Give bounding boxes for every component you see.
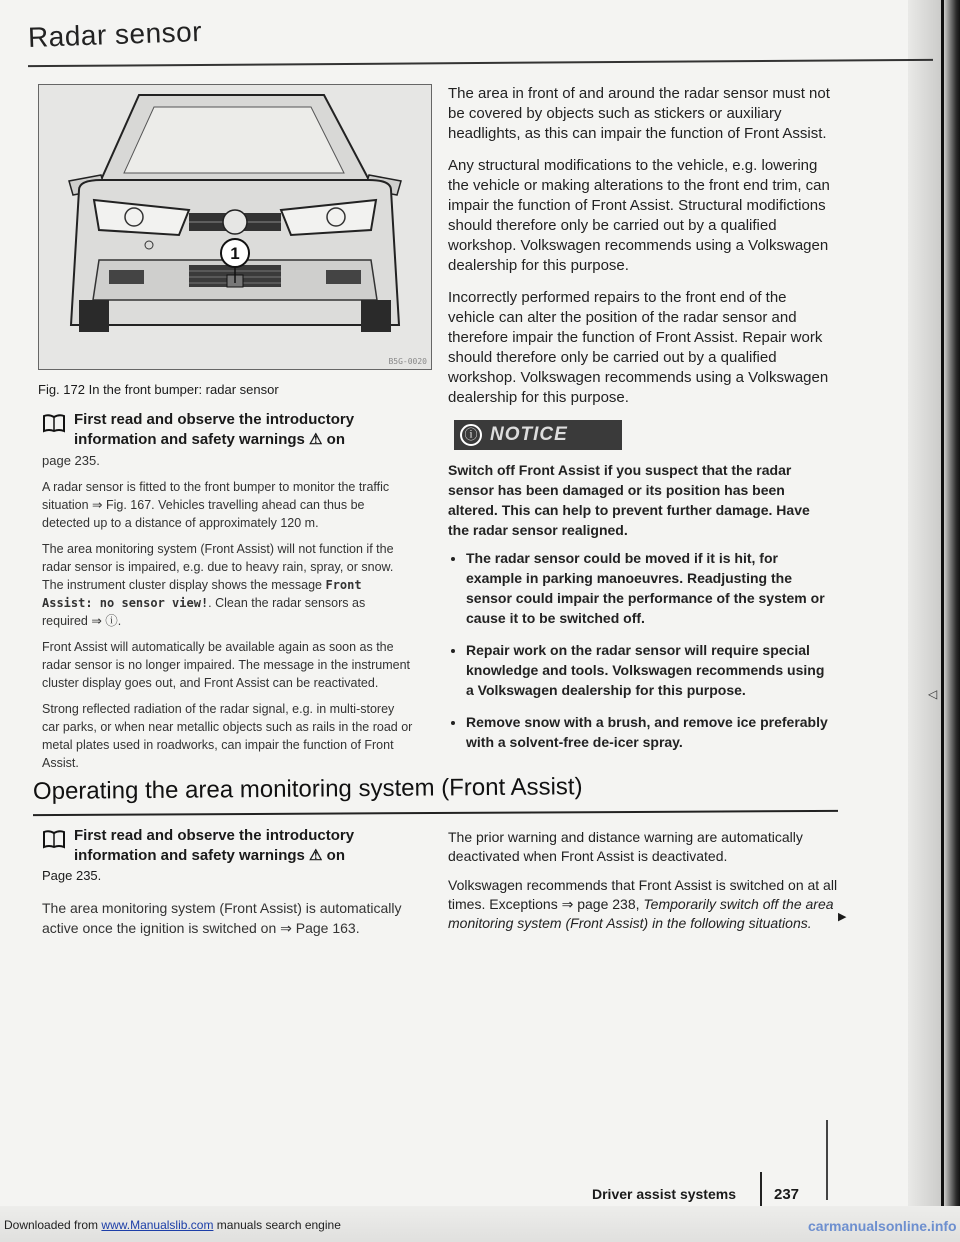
section-rule [33,810,838,816]
callout-number: 1 [230,244,240,263]
left-column [42,410,414,780]
watermark-download [4,1218,341,1232]
notice-list [448,548,833,752]
paragraph-2-text: The area monitoring system (Front Assist) will not function if the radar sensor is impaired, e.g. due to heavy rain, spray, or snow. The instrument cluster display shows the message [42,542,394,592]
section2-right-paragraph-1: The prior warning and distance warning are automatically deactivated when Front Assist is deactivated. [448,829,803,864]
page-number: 237 [774,1186,800,1203]
right-paragraph-2: Any structural modifications to the vehicle, e.g. lowering the vehicle or making alterations to the front end trim, can impair the function of Front Assist. Structural modifictions should therefore only be carried out by a qualified workshop. Volkswagen recommends using a Volkswagen dealership for this purpose. [448,157,830,274]
paragraph-2 [42,540,414,630]
margin-bracket [826,1120,834,1200]
paragraph-1: A radar sensor is fitted to the front bumper to monitor the traffic situation ⇒ Fig. 167. Vehicles travelling ahead can thus be detected up to a distance of approximately 120 m. [42,480,390,530]
warning-icon: ⚠ [309,431,323,448]
figure-radar-sensor [38,84,432,370]
section2-right-column [448,828,843,943]
paragraph-4: Strong reflected radiation of the radar signal, e.g. in multi-storey car parks, or when near metallic objects such as rails in the road or metal plates used in roadworks, can impair the function of Front Assist. [42,702,413,770]
section2-right-paragraph-2-italic: Temporarily switch off the area monitoring system (Front Assist) in the following situations. [448,896,834,931]
notice-badge [454,420,622,450]
intro-page-ref: page 235. [42,453,100,468]
intro-bold-text: First read and observe the introductory information and safety warnings [74,411,355,448]
notice-label: NOTICE [490,424,568,445]
paragraph-3: Front Assist will automatically be available again as soon as the radar sensor is no longer impaired. The message in the instrument cluster display goes out, and Front Assist can be reactivated. [42,640,411,690]
watermark-link[interactable]: www.Manualslib.com [101,1218,214,1232]
section-title: Operating the area monitoring system (Front Assist) [32,773,583,805]
figure-code: B5G-0020 [388,357,427,366]
right-paragraph-1: The area in front of and around the radar sensor must not be covered by objects such as stickers or auxiliary headlights, as this can impair the function of Front Assist. [448,85,830,142]
section2-page-ref: Page 235. [42,868,102,883]
right-column [448,84,833,764]
watermark-site: carmanualsonline.info [808,1218,957,1234]
notice-bullet: • Repair work on the radar sensor will require special knowledge and tools. Volkswagen recommends using a Volkswagen dealership for this purpose. [466,640,833,700]
scan-edge-line [941,0,944,1242]
watermark-prefix: Downloaded from [4,1218,99,1232]
section2-intro-bold: First read and observe the introductory information and safety warnings [74,827,355,864]
section2-intro-text [74,826,432,866]
intro-suffix: on [326,431,345,448]
paragraph-2-tail: . Clean the radar sensors as required ⇒ ⓘ. [42,596,366,628]
figure-caption-label: Fig. 172 [38,382,85,397]
notice-bullet: • The radar sensor could be moved if it is hit, for example in parking manoeuvres. Readjusting the sensor could impair the performance of the system or cause it to be switched off. [466,548,833,628]
car-front-illustration [39,85,431,369]
continue-icon: ▶ [838,911,847,923]
intro-text [74,410,414,450]
intro-note [42,410,414,450]
page-header-title: Radar sensor [27,15,203,53]
book-icon [42,829,66,849]
section2-intro-suffix: on [326,847,345,864]
notice-body [448,460,833,752]
header-rule [28,59,933,67]
book-icon [42,413,66,433]
section2-left-column [42,826,432,938]
scan-edge-shadow [908,0,960,1242]
section-end-icon: ◁ [928,687,938,701]
right-paragraph-3: Incorrectly performed repairs to the front end of the vehicle can alter the position of the radar sensor and therefore impair the function of Front Assist. Repair work should therefore only be carried out by a qualified workshop. Volkswagen recommends using a Volkswagen dealership for this purpose. [448,289,829,406]
figure-caption [38,382,279,397]
section2-intro-note [42,826,432,866]
section2-right-paragraph-2-text: Volkswagen recommends that Front Assist is switched on at all times. Exceptions ⇒ page 238, [448,877,838,912]
section2-left-paragraph: The area monitoring system (Front Assist) is automatically active once the ignition is switched on ⇒ Page 163. [42,900,402,936]
notice-bullet: • Remove snow with a brush, and remove ice preferably with a solvent-free de-icer spray. [466,712,833,752]
figure-caption-text: In the front bumper: radar sensor [88,382,279,397]
display-message: Front Assist: no sensor view! [42,578,362,610]
watermark-suffix: manuals search engine [213,1218,341,1232]
notice-main: Switch off Front Assist if you suspect that the radar sensor has been damaged or its position has been altered. This can help to prevent further damage. Have the radar sensor realigned. [448,462,810,538]
footer-section-name: Driver assist systems [592,1186,736,1202]
section2-right-paragraph-2 [448,876,843,933]
warning-icon: ⚠ [309,847,323,864]
notice-info-icon: ⓘ [460,424,482,446]
